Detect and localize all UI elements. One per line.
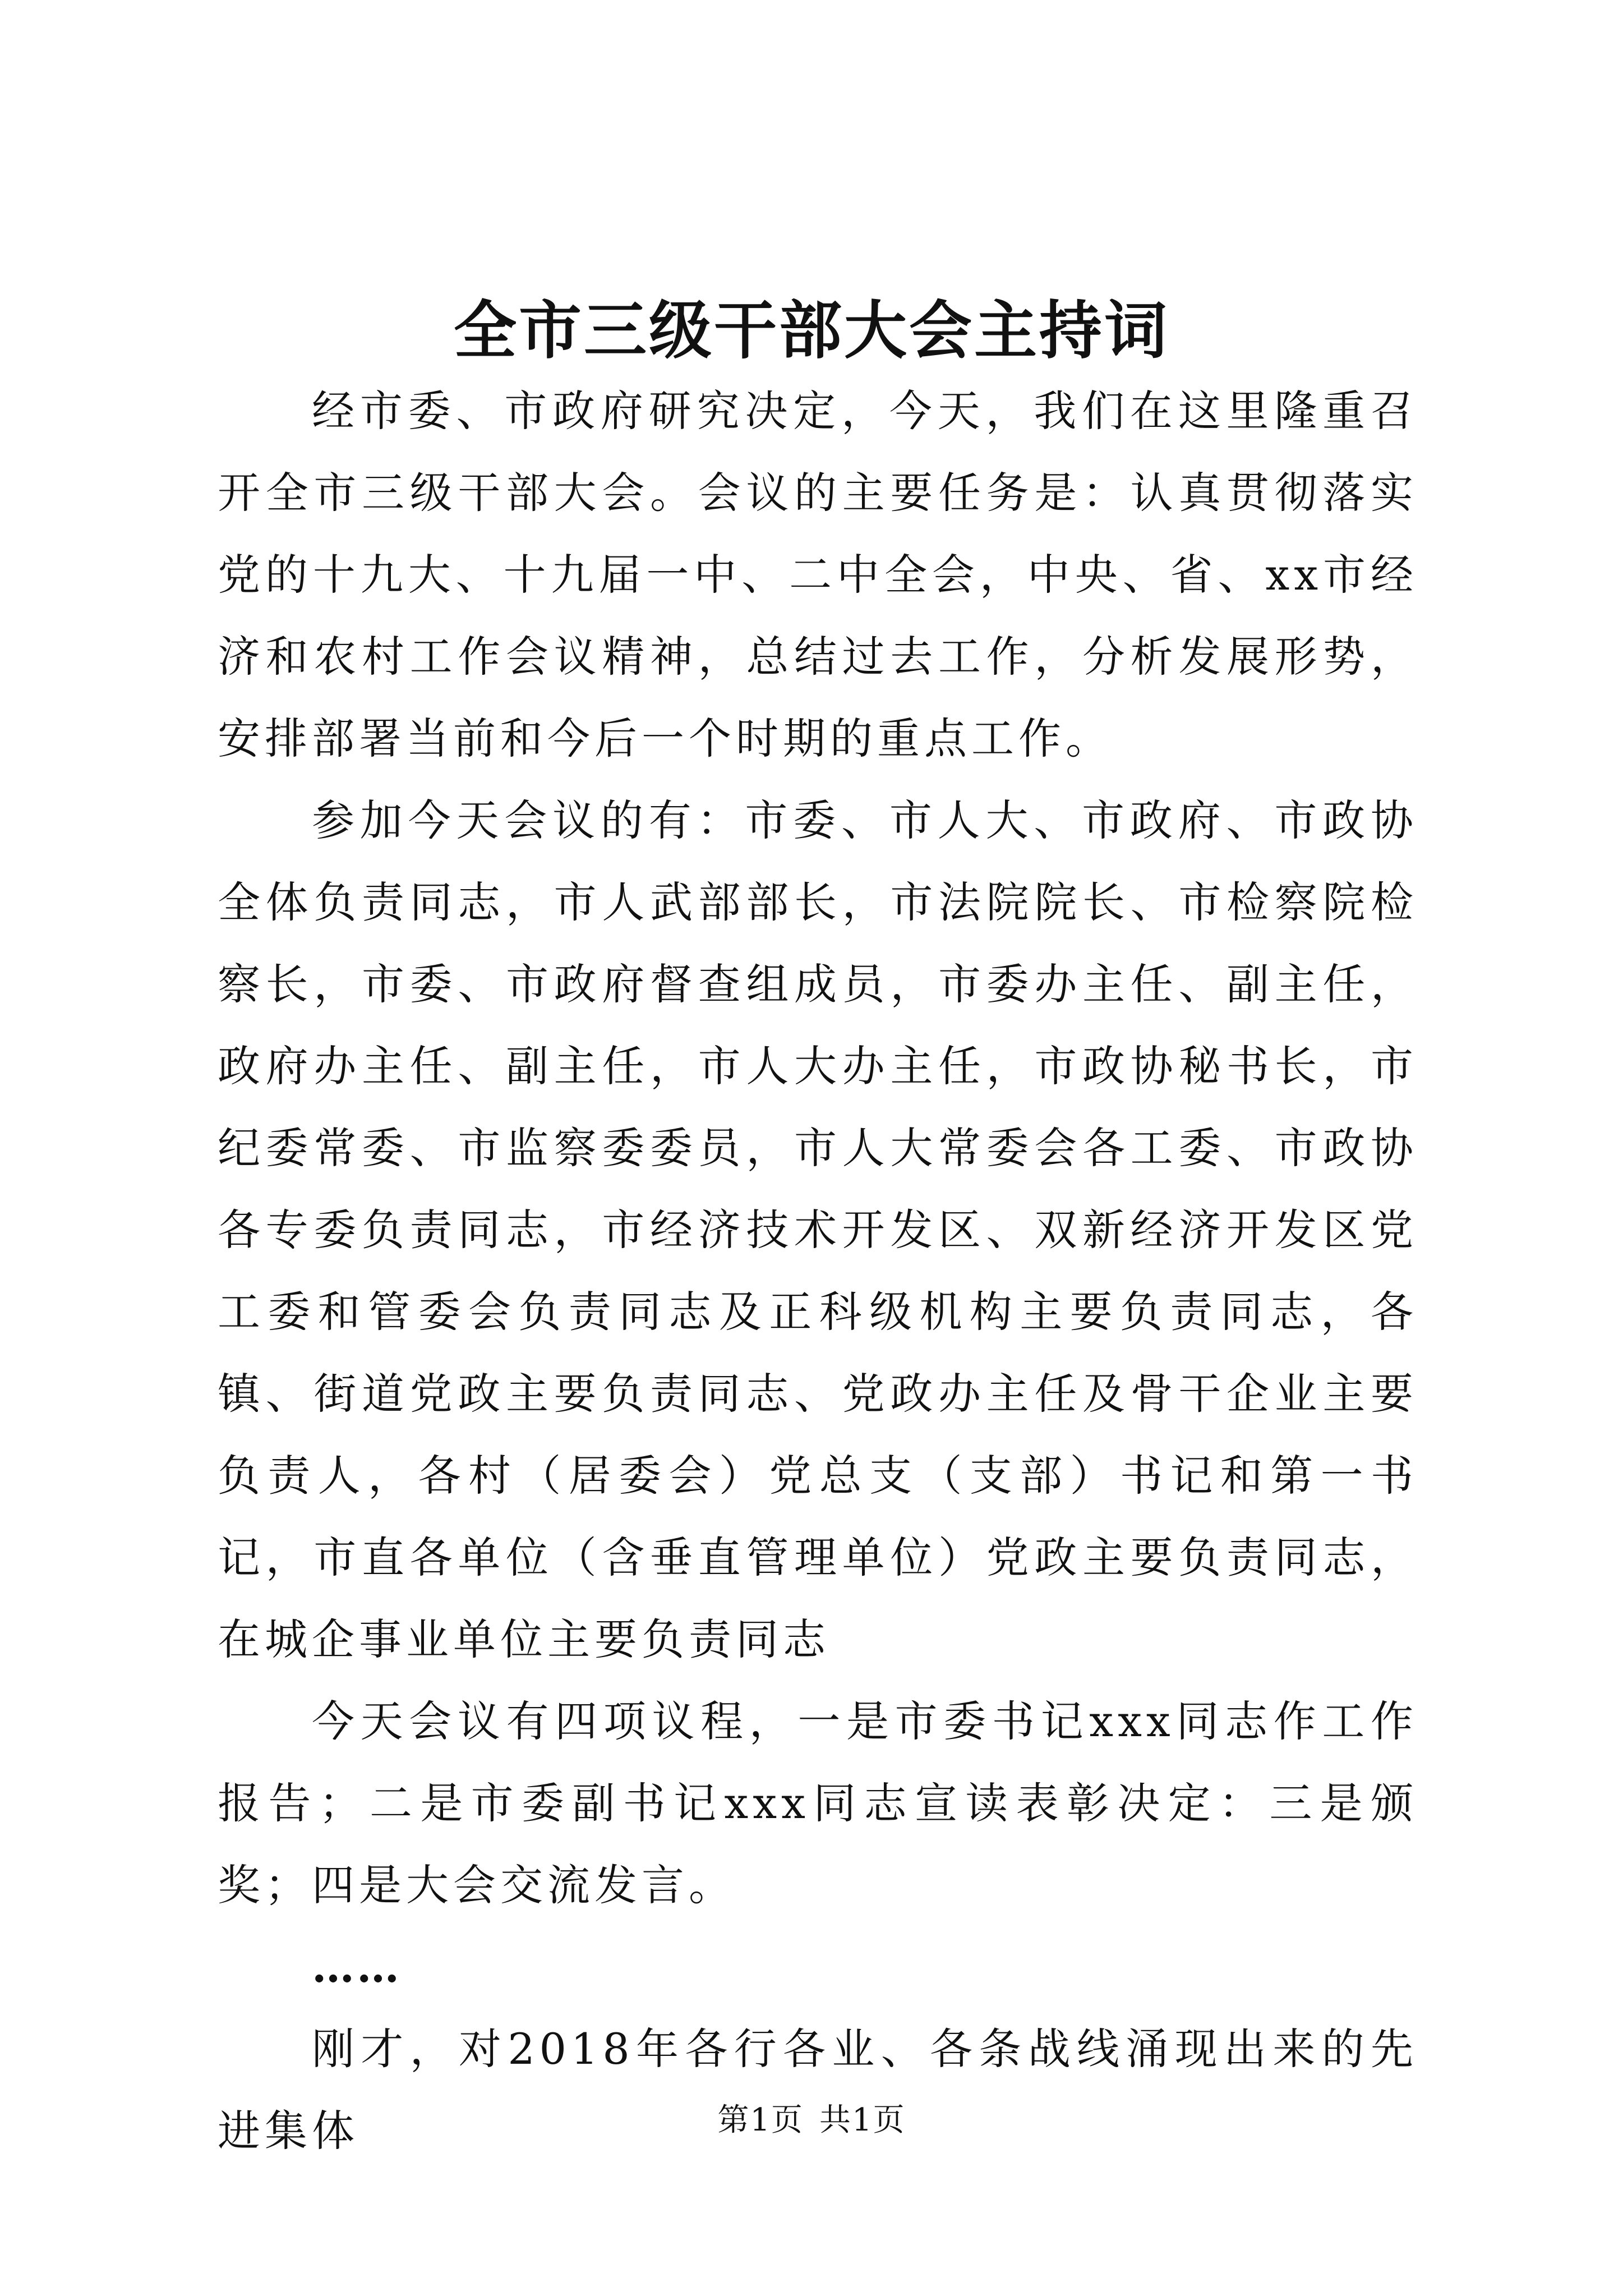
- page-number: 第1页: [717, 2102, 804, 2138]
- document-title: 全市三级干部大会主持词: [454, 294, 1169, 367]
- paragraph-purpose: 经市委、市政府研究决定，今天，我们在这里隆重召开全市三级干部大会。会议的主要任务是：认真贯彻落实党的十九大、十九届一中、二中全会，中央、省、xx市经济和农村工作会议精神，总结过去工作，分析发展形势，安排部署当前和今后一个时期的重点工作。: [218, 386, 1418, 763]
- ellipsis-separator: ……: [312, 1942, 402, 1992]
- paragraph-attendees: 参加今天会议的有：市委、市人大、市政府、市政协全体负责同志，市人武部部长，市法院院长、市检察院检察长，市委、市政府督查组成员，市委办主任、副主任，政府办主任、副主任，市人大办主任，市政协秘书长，市纪委常委、市监察委委员，市人大常委会各工委、市政协各专委负责同志，市经济技术开发区、双新经济开发区党工委和管委会负责同志及正科级机构主要负责同志，各镇、街道党政主要负责同志、党政办主任及骨干企业主要负责人，各村（居委会）党总支（支部）书记和第一书记，市直各单位（含垂直管理单位）党政主要负责同志，在城企事业单位主要负责同志: [218, 795, 1418, 1664]
- page-total: 共1页: [819, 2102, 906, 2138]
- page-footer: [0, 2101, 1623, 2140]
- paragraph-closing: 刚才，对2018年各行各业、各条战线涌现出来的先进集体: [218, 2024, 1418, 2156]
- document-body: [218, 370, 1418, 2172]
- paragraph-agenda: 今天会议有四项议程，一是市委书记xxx同志作工作报告；二是市委副书记xxx同志宣读表彰决定：三是颁奖；四是大会交流发言。: [218, 1696, 1418, 1910]
